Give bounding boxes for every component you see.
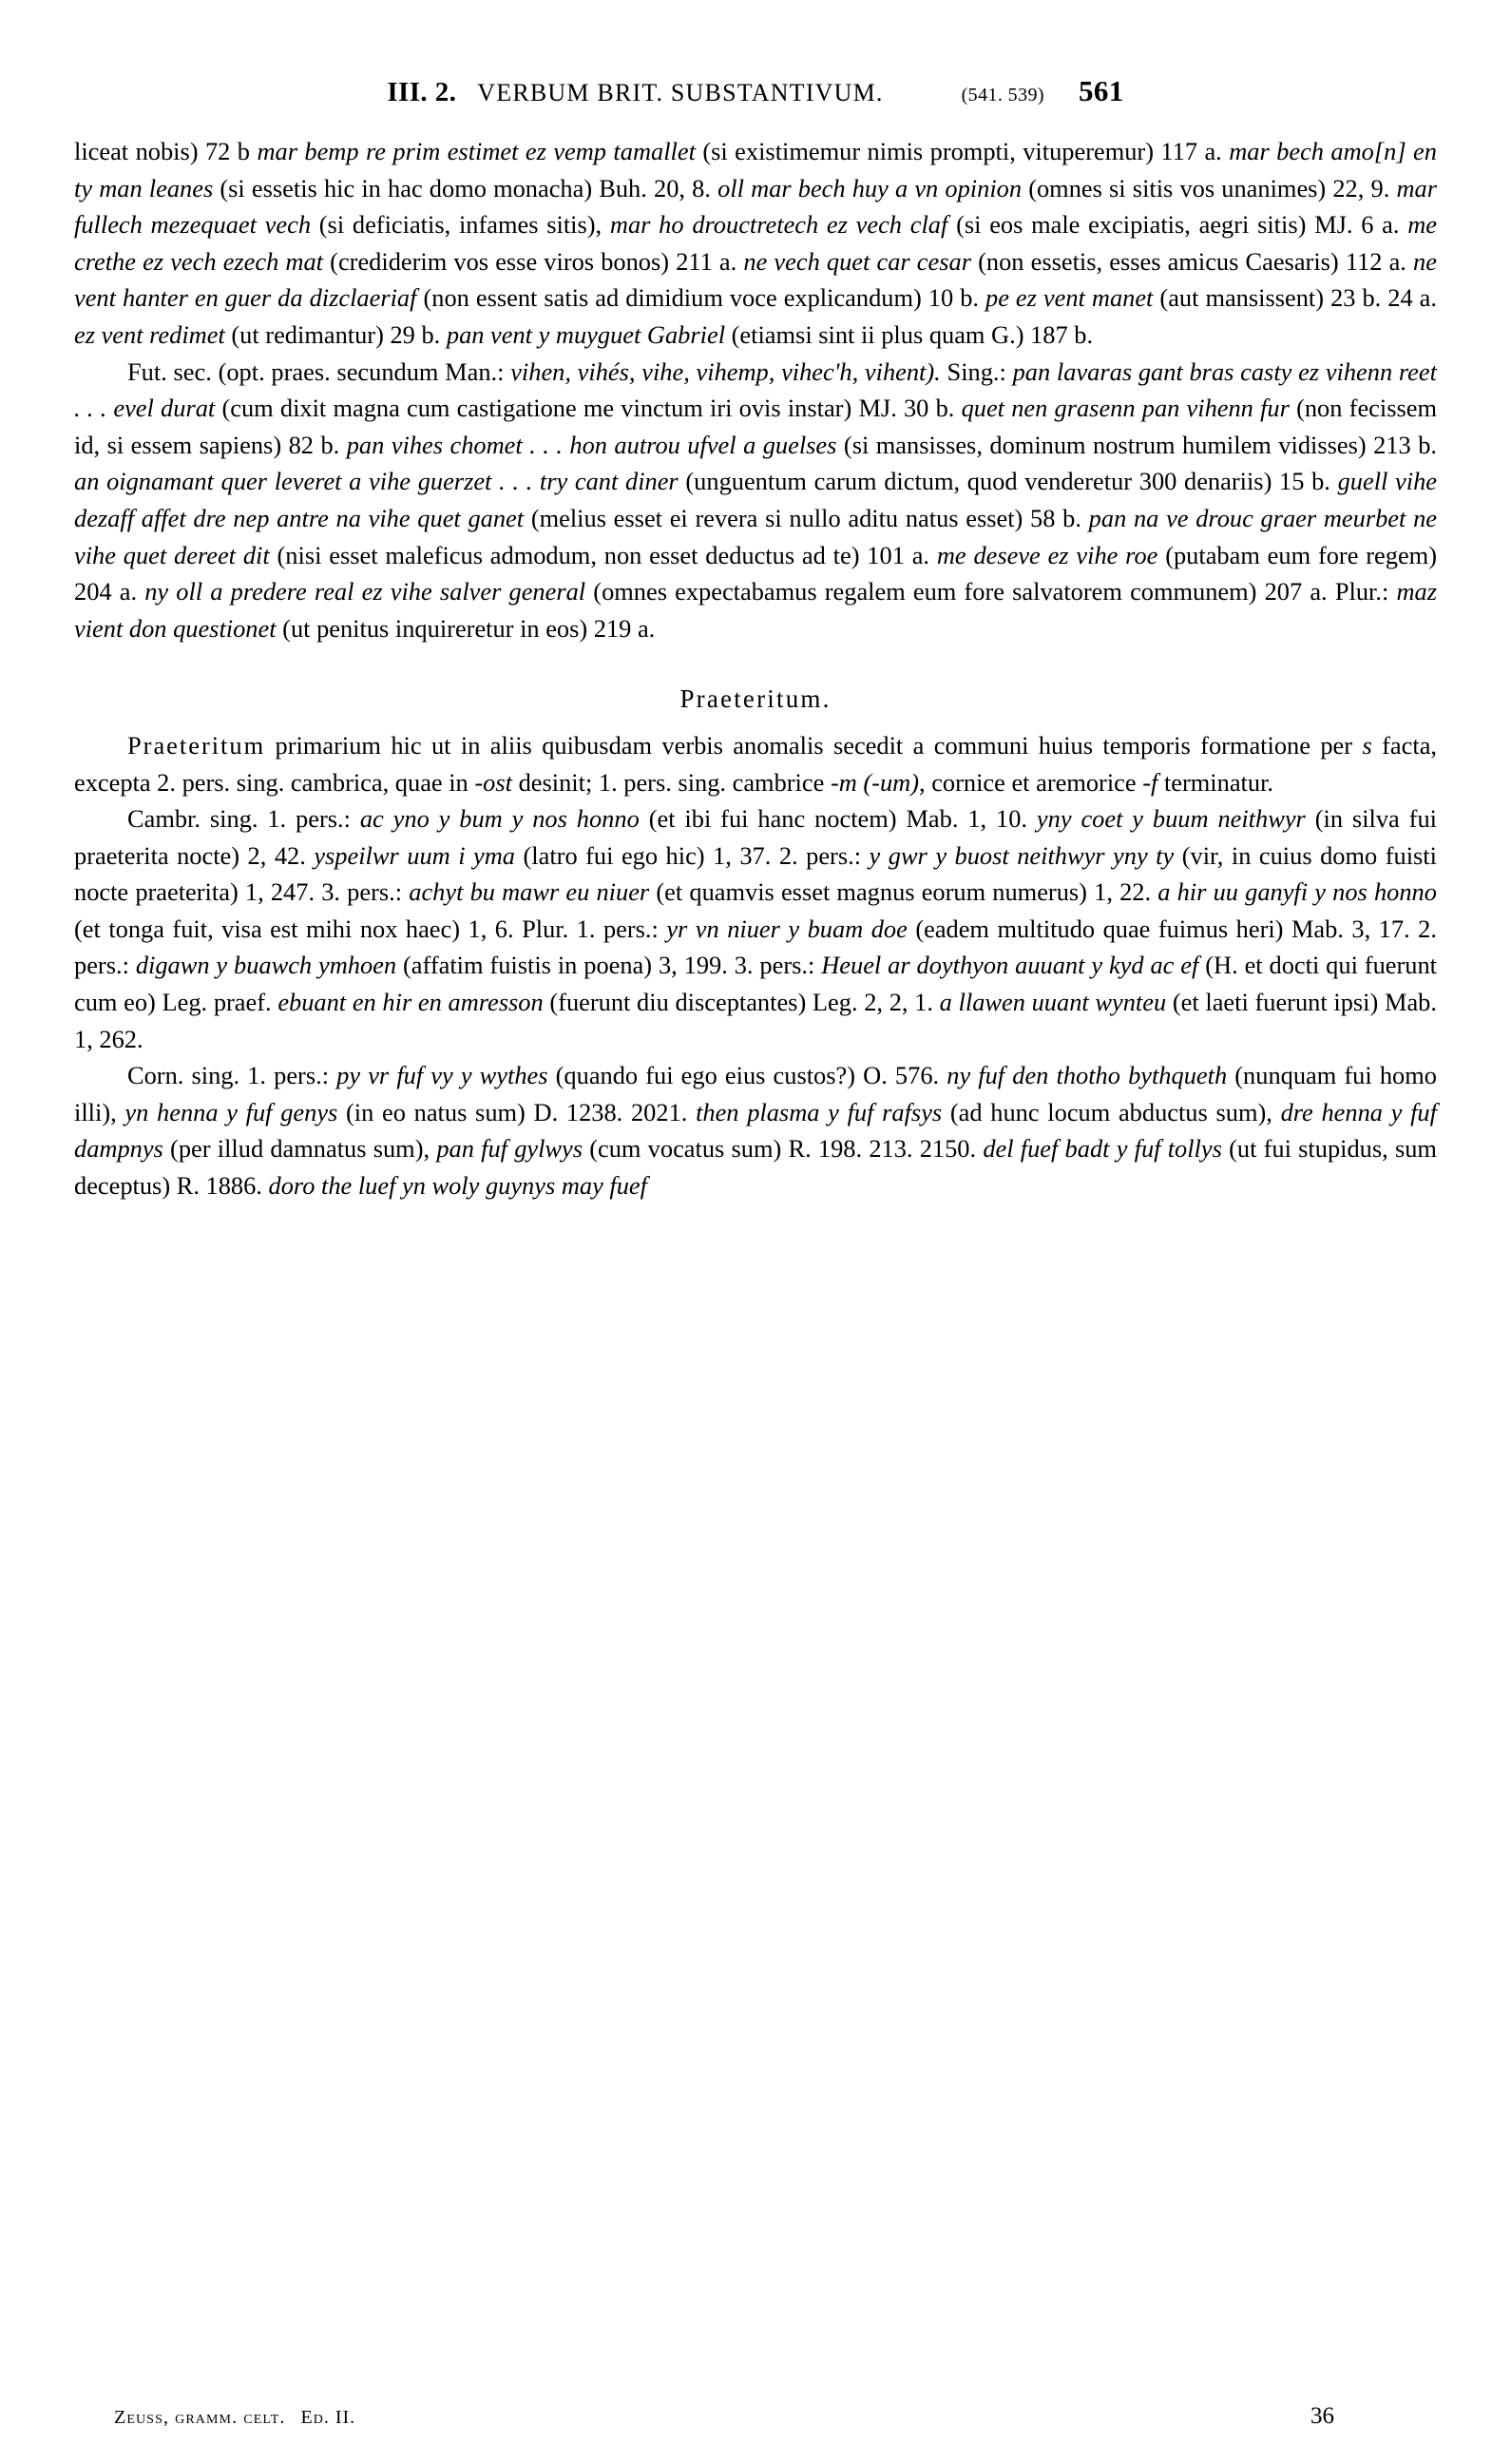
paragraph-1: liceat nobis) 72 b mar bemp re prim estimet ez vemp tamallet (si existimemur nimis prompti, vituperemur) 117 a. mar bech amo[n] en ty man leanes (si essetis hic in hac domo monacha) Buh. 20, 8. oll mar bech huy a vn opinion (omnes si sitis vos unanimes) 22, 9. mar fullech mezequaet vech (si deficiatis, infames sitis), mar ho drouctretech ez vech claf (si eos male excipiatis, aegri sitis) MJ. 6 a. me crethe ez vech ezech mat (crediderim vos esse viros bonos) 211 a. ne vech quet car cesar (non essetis, esses amicus Caesaris) 112 a. ne vent hanter en guer da dizclaeriaf (non essent satis ad dimidium voce explicandum) 10 b. pe ez vent manet (aut mansissent) 23 b. 24 a. ez vent redimet (ut redimantur) 29 b. pan vent y muyguet Gabriel (etiamsi sint ii plus quam G.) 187 b. [74,137,1437,349]
body-text [74,133,1437,1204]
paragraph-4: Cambr. sing. 1. pers.: ac yno y bum y nos honno (et ibi fui hanc noctem) Mab. 1, 10. yny coet y buum neithwyr (in silva fui praeterita nocte) 2, 42. yspeilwr uum i yma (latro fui ego hic) 1, 37. 2. pers.: y gwr y buost neithwyr yny ty (vir, in cuius domo fuisti nocte praeterita) 1, 247. 3. pers.: achyt bu mawr eu niuer (et quamvis esset magnus eorum numerus) 1, 22. a hir uu ganyfi y nos honno (et tonga fuit, visa est mihi nox haec) 1, 6. Plur. 1. pers.: yr vn niuer y buam doe (eadem multitudo quae fuimus heri) Mab. 3, 17. 2. pers.: digawn y buawch ymhoen (affatim fuistis in poena) 3, 199. 3. pers.: Heuel ar doythyon auuant y kyd ac ef (H. et docti qui fuerunt cum eo) Leg. praef. ebuant en hir en amresson (fuerunt diu disceptantes) Leg. 2, 2, 1. a llawen uuant wynteu (et laeti fuerunt ipsi) Mab. 1, 262. [74,804,1438,1053]
page-number: 561 [1078,74,1124,107]
running-head-title: VERBUM BRIT. SUBSTANTIVUM. [477,79,884,106]
footer-left [74,2407,355,2429]
paragraph-2: Fut. sec. (opt. praes. secundum Man.: vihen, vihés, vihe, vihemp, vihec'h, vihent). Sing.: pan lavaras gant bras casty ez vihenn reet . . . evel durat (cum dixit magna cum castigatione me vinctum iri ovis instar) MJ. 30 b. quet nen grasenn pan vihenn fur (non fecissem id, si essem sapiens) 82 b. pan vihes chomet . . . hon autrou ufvel a guelses (si mansisses, dominum nostrum humilem vidisses) 213 b. an oignamant quer leveret a vihe guerzet . . . try cant diner (unguentum carum dictum, quod venderetur 300 denariis) 15 b. guell vihe dezaff affet dre nep antre na vihe quet ganet (melius esset ei revera si nullo aditu natus esset) 58 b. pan na ve drouc graer meurbet ne vihe quet dereet dit (nisi esset maleficus admodum, non esset deductus ad te) 101 a. me deseve ez vihe roe (putabam eum fore regem) 204 a. ny oll a predere real ez vihe salver general (omnes expectabamus regalem eum fore salvatorem communem) 207 a. Plur.: maz vient don questionet (ut penitus inquireretur in eos) 219 a. [74,356,1437,643]
footer-book-title: Zeuss, gramm. celt. [114,2407,286,2428]
running-head [74,74,1437,108]
running-head-section: III. 2. [387,77,457,107]
footer-signature: 36 [1310,2403,1334,2429]
section-heading: Praeteritum. [679,684,832,714]
paragraph-5: Corn. sing. 1. pers.: py vr fuf vy y wythes (quando fui ego eius custos?) O. 576. ny fuf den thotho bythqueth (nunquam fui homo illi), yn henna y fuf genys (in eo natus sum) D. 1238. 2021. then plasma y fuf rafsys (ad hunc locum abductus sum), dre henna y fuf dampnys (per illud damnatus sum), pan fuf gylwys (cum vocatus sum) R. 198. 213. 2150. del fuef badt y fuf tollys (ut fui stupidus, sum deceptus) R. 1886. doro the luef yn woly guynys may fuef [74,1061,1437,1201]
running-head-reference: (541. 539) [961,85,1044,106]
footer-edition: Ed. II. [300,2407,356,2428]
page-footer [74,2403,1437,2430]
paragraph-3: Praeteritum primarium hic ut in aliis quibusdam verbis anomalis secedit a communi huius temporis formatione per s facta, excepta 2. pers. sing. cambrica, quae in -ost desinit; 1. pers. sing. cambrice -m (-um), cornice et aremorice -f terminatur. [74,730,1437,797]
